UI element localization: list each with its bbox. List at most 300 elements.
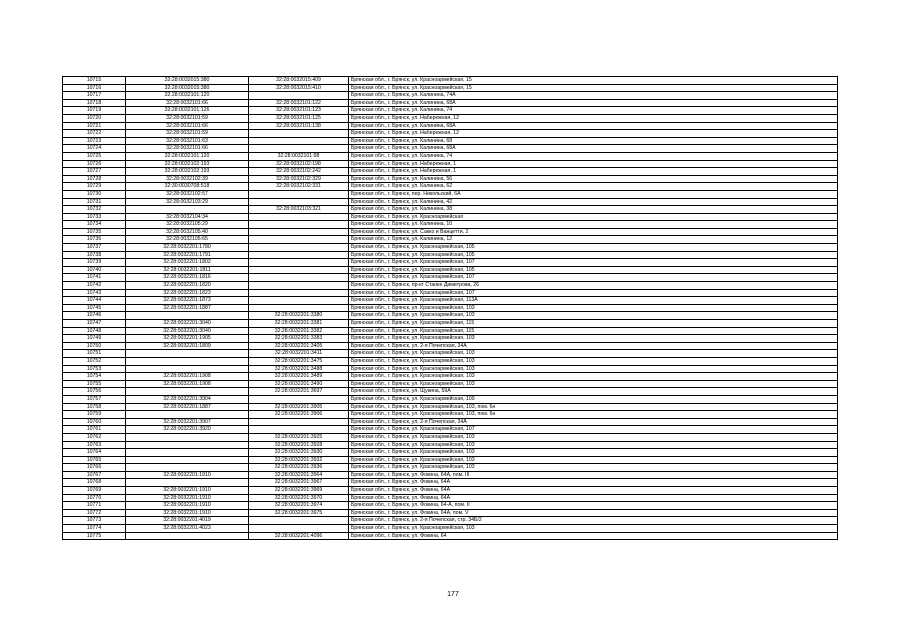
table-row [63, 426, 838, 434]
building-number-cell: 32:28:0032201:3928 [249, 441, 349, 449]
row-number-cell: 10723 [63, 137, 126, 145]
address-cell: Брянская обл., г. Брянск, ул. Красноармейская, 103 [349, 350, 838, 358]
building-number-cell: 32:28:0032201:3383 [249, 335, 349, 343]
address-cell: Брянская обл., г. Брянск, ул. Красноармейская, 103, пом. 6н [349, 411, 838, 419]
table-row [63, 373, 838, 381]
building-number-cell: 32:28:0032201:3906 [249, 411, 349, 419]
building-number-cell [249, 145, 349, 153]
building-number-cell: 32:28:0032201:3381 [249, 320, 349, 328]
building-number-cell: 32:28:0032201:3697 [249, 388, 349, 396]
address-cell: Брянская обл., г. Брянск, ул. Красноармейская, 109 [349, 395, 838, 403]
building-number-cell [249, 92, 349, 100]
address-cell: Брянская обл., г. Брянск, ул. 2-я Почепская, 34А [349, 418, 838, 426]
table-row [63, 509, 838, 517]
building-number-cell: 32:28:0032201:3905 [249, 403, 349, 411]
address-cell: Брянская обл., г. Брянск, ул. Фокина, 64А, пом. V [349, 509, 838, 517]
address-cell: Брянская обл., г. Брянск, ул. Калинина, 68А [349, 145, 838, 153]
land-parcel-number-cell [126, 479, 249, 487]
building-number-cell: 32:28:0032201:3488 [249, 365, 349, 373]
land-parcel-number-cell: 32:28:0032104:34 [126, 213, 249, 221]
building-number-cell: 32:28:0032101:123 [249, 107, 349, 115]
table-row [63, 433, 838, 441]
land-parcel-number-cell [126, 312, 249, 320]
table-row [63, 183, 838, 191]
table-row [63, 198, 838, 206]
land-parcel-number-cell: 32:28:0032201:1816 [126, 274, 249, 282]
row-number-cell: 10770 [63, 494, 126, 502]
address-cell: Брянская обл., г. Брянск, ул. Калинина, 62 [349, 183, 838, 191]
row-number-cell: 10738 [63, 251, 126, 259]
land-parcel-number-cell: 32:28:0032201:1820 [126, 282, 249, 290]
table-row [63, 160, 838, 168]
land-parcel-number-cell: 32:28:0032201:3040 [126, 327, 249, 335]
table-row [63, 357, 838, 365]
register-table-body [63, 77, 838, 540]
land-parcel-number-cell: 32:28:0032101:120 [126, 152, 249, 160]
land-parcel-number-cell: 32:28:0032102:57 [126, 190, 249, 198]
building-number-cell: 32:28:0032201:3380 [249, 312, 349, 320]
row-number-cell: 10721 [63, 122, 126, 130]
address-cell: Брянская обл., г. Брянск, ул. Красноармейская, 103 [349, 525, 838, 533]
table-row [63, 449, 838, 457]
address-cell: Брянская обл., г. Брянск, ул. Набережная, 12 [349, 114, 838, 122]
building-number-cell [249, 130, 349, 138]
table-row [63, 342, 838, 350]
address-cell: Брянская обл., г. Брянск, ул. Красноармейская, 103, пом. 6н [349, 403, 838, 411]
row-number-cell: 10771 [63, 502, 126, 510]
address-cell: Брянская обл., г. Брянск, ул. Красноармейская, 103 [349, 373, 838, 381]
building-number-cell: 32:28:0032103:321 [249, 206, 349, 214]
address-cell: Брянская обл., г. Брянск, ул. Красноармейская, 15 [349, 77, 838, 85]
land-parcel-number-cell: 32:28:0032201:4023 [126, 525, 249, 533]
building-number-cell [249, 221, 349, 229]
land-parcel-number-cell: 32:28:0032105:40 [126, 228, 249, 236]
row-number-cell: 10758 [63, 403, 126, 411]
building-number-cell: 32:28:0032201:3930 [249, 449, 349, 457]
building-number-cell [249, 426, 349, 434]
building-number-cell [249, 137, 349, 145]
land-parcel-number-cell [126, 532, 249, 540]
row-number-cell: 10752 [63, 357, 126, 365]
building-number-cell: 32:28:0032015:410 [249, 84, 349, 92]
row-number-cell: 10728 [63, 175, 126, 183]
address-cell: Брянская обл., г. Брянск, ул. Фокина, 64А [349, 479, 838, 487]
register-table [62, 76, 838, 540]
building-number-cell: 32:28:0032201:3475 [249, 357, 349, 365]
table-row [63, 251, 838, 259]
row-number-cell: 10774 [63, 525, 126, 533]
row-number-cell: 10766 [63, 464, 126, 472]
table-row [63, 92, 838, 100]
land-parcel-number-cell: 32:28:0032102:193 [126, 160, 249, 168]
land-parcel-number-cell: 32:28:0032201:3920 [126, 426, 249, 434]
table-row [63, 130, 838, 138]
table-row [63, 84, 838, 92]
land-parcel-number-cell: 32:28:0032101:59 [126, 114, 249, 122]
row-number-cell: 10725 [63, 152, 126, 160]
row-number-cell: 10724 [63, 145, 126, 153]
table-row [63, 228, 838, 236]
address-cell: Брянская обл., г. Брянск, ул. Красноармейская [349, 213, 838, 221]
page-number: 177 [447, 591, 459, 598]
land-parcel-number-cell [126, 206, 249, 214]
address-cell: Брянская обл., г. Брянск, ул. Красноармейская, 15 [349, 84, 838, 92]
table-row [63, 266, 838, 274]
address-cell: Брянская обл., г. Брянск, ул. Красноармейская, 115 [349, 320, 838, 328]
building-number-cell: 32:28:0032102:331 [249, 183, 349, 191]
address-cell: Брянская обл., г. Брянск, ул. Красноармейская, 113А [349, 297, 838, 305]
building-number-cell: 32:28:0032101:138 [249, 122, 349, 130]
land-parcel-number-cell: 32:28:0032101:63 [126, 137, 249, 145]
address-cell: Брянская обл., г. Брянск, ул. Красноармейская, 105 [349, 266, 838, 274]
address-cell: Брянская обл., г. Брянск, ул. Набережная, 1 [349, 168, 838, 176]
table-row [63, 304, 838, 312]
building-number-cell: 32:28:0032201:3490 [249, 380, 349, 388]
address-cell: Брянская обл., г. Брянск, ул. Калинина, 74 [349, 152, 838, 160]
address-cell: Брянская обл., г. Брянск, ул. Красноармейская, 103 [349, 433, 838, 441]
land-parcel-number-cell: 32:28:0032201:1791 [126, 251, 249, 259]
address-cell: Брянская обл., г. Брянск, ул. Фокина, 64А, пом. III [349, 471, 838, 479]
building-number-cell [249, 289, 349, 297]
land-parcel-number-cell [126, 388, 249, 396]
row-number-cell: 10775 [63, 532, 126, 540]
table-row [63, 403, 838, 411]
address-cell: Брянская обл., г. Брянск, пр-кт Станке Димитрова, 26 [349, 282, 838, 290]
row-number-cell: 10744 [63, 297, 126, 305]
table-row [63, 236, 838, 244]
land-parcel-number-cell: 32:28:0032201:4019 [126, 517, 249, 525]
address-cell: Брянская обл., г. Брянск, ул. Красноармейская, 115 [349, 327, 838, 335]
table-row [63, 259, 838, 267]
row-number-cell: 10767 [63, 471, 126, 479]
row-number-cell: 10747 [63, 320, 126, 328]
address-cell: Брянская обл., г. Брянск, ул. Красноармейская, 103 [349, 441, 838, 449]
building-number-cell: 32:28:0032102:329 [249, 175, 349, 183]
table-row [63, 380, 838, 388]
row-number-cell: 10772 [63, 509, 126, 517]
building-number-cell: 32:28:0032201:3969 [249, 487, 349, 495]
land-parcel-number-cell: 32:28:0032201:1809 [126, 342, 249, 350]
row-number-cell: 10762 [63, 433, 126, 441]
row-number-cell: 10764 [63, 449, 126, 457]
address-cell: Брянская обл., г. Брянск, ул. Щукина, 59А [349, 388, 838, 396]
building-number-cell [249, 244, 349, 252]
address-cell: Брянская обл., г. Брянск, ул. Красноармейская, 103 [349, 449, 838, 457]
row-number-cell: 10727 [63, 168, 126, 176]
address-cell: Брянская обл., г. Брянск, ул. Красноармейская, 103 [349, 380, 838, 388]
address-cell: Брянская обл., г. Брянск, ул. Калинина, 68 [349, 137, 838, 145]
table-row [63, 312, 838, 320]
land-parcel-number-cell: 32:28:0032201:1811 [126, 266, 249, 274]
address-cell: Брянская обл., г. Брянск, ул. Фокина, 64А [349, 494, 838, 502]
address-cell: Брянская обл., г. Брянск, ул. Красноармейская, 103 [349, 464, 838, 472]
address-cell: Брянская обл., г. Брянск, ул. Набережная, 1 [349, 160, 838, 168]
land-parcel-number-cell: 32:28:0032101:66 [126, 145, 249, 153]
building-number-cell: 32:28:0032101:98 [249, 152, 349, 160]
table-row [63, 99, 838, 107]
table-row [63, 335, 838, 343]
address-cell: Брянская обл., г. Брянск, ул. Сакко и Ванцетти, 2 [349, 228, 838, 236]
table-row [63, 244, 838, 252]
table-row [63, 137, 838, 145]
address-cell: Брянская обл., г. Брянск, ул. Красноармейская, 105 [349, 244, 838, 252]
table-row [63, 114, 838, 122]
address-cell: Брянская обл., г. Брянск, ул. Калинина, 74А [349, 92, 838, 100]
land-parcel-number-cell: 32:28:0032102:193 [126, 168, 249, 176]
row-number-cell: 10754 [63, 373, 126, 381]
table-row [63, 487, 838, 495]
address-cell: Брянская обл., г. Брянск, ул. Калинина, 42 [349, 198, 838, 206]
row-number-cell: 10753 [63, 365, 126, 373]
table-row [63, 297, 838, 305]
building-number-cell [249, 418, 349, 426]
table-row [63, 502, 838, 510]
building-number-cell: 32:28:0032015:409 [249, 77, 349, 85]
row-number-cell: 10730 [63, 190, 126, 198]
address-cell: Брянская обл., г. Брянск, ул. Красноармейская, 103 [349, 365, 838, 373]
building-number-cell: 32:28:0032201:3936 [249, 464, 349, 472]
row-number-cell: 10760 [63, 418, 126, 426]
row-number-cell: 10743 [63, 289, 126, 297]
building-number-cell: 32:28:0032201:3974 [249, 502, 349, 510]
address-cell: Брянская обл., г. Брянск, ул. Фокина, 64-А, пом. II [349, 502, 838, 510]
row-number-cell: 10769 [63, 487, 126, 495]
table-row [63, 168, 838, 176]
land-parcel-number-cell: 32:28:0032101:66 [126, 99, 249, 107]
land-parcel-number-cell [126, 441, 249, 449]
row-number-cell: 10736 [63, 236, 126, 244]
table-row [63, 494, 838, 502]
row-number-cell: 10732 [63, 206, 126, 214]
land-parcel-number-cell [126, 433, 249, 441]
row-number-cell: 10756 [63, 388, 126, 396]
building-number-cell [249, 228, 349, 236]
building-number-cell [249, 274, 349, 282]
row-number-cell: 10768 [63, 479, 126, 487]
row-number-cell: 10755 [63, 380, 126, 388]
land-parcel-number-cell: 32:30:0030708:518 [126, 183, 249, 191]
building-number-cell [249, 282, 349, 290]
building-number-cell [249, 297, 349, 305]
table-row [63, 525, 838, 533]
address-cell: Брянская обл., г. Брянск, ул. Фокина, 64 [349, 532, 838, 540]
land-parcel-number-cell: 32:28:0032103:29 [126, 198, 249, 206]
row-number-cell: 10737 [63, 244, 126, 252]
building-number-cell: 32:28:0032201:3975 [249, 509, 349, 517]
building-number-cell [249, 259, 349, 267]
building-number-cell [249, 266, 349, 274]
address-cell: Брянская обл., г. Брянск, ул. Красноармейская, 107 [349, 289, 838, 297]
building-number-cell [249, 198, 349, 206]
table-row [63, 289, 838, 297]
land-parcel-number-cell [126, 365, 249, 373]
land-parcel-number-cell: 32:28:0032101:126 [126, 107, 249, 115]
land-parcel-number-cell [126, 464, 249, 472]
land-parcel-number-cell: 32:28:0032201:1910 [126, 471, 249, 479]
row-number-cell: 10715 [63, 77, 126, 85]
land-parcel-number-cell [126, 456, 249, 464]
row-number-cell: 10750 [63, 342, 126, 350]
building-number-cell [249, 236, 349, 244]
table-row [63, 456, 838, 464]
building-number-cell [249, 525, 349, 533]
land-parcel-number-cell: 32:28:0032101:120 [126, 92, 249, 100]
table-row [63, 221, 838, 229]
row-number-cell: 10717 [63, 92, 126, 100]
table-row [63, 152, 838, 160]
row-number-cell: 10731 [63, 198, 126, 206]
table-row [63, 411, 838, 419]
land-parcel-number-cell: 32:28:0032101:59 [126, 130, 249, 138]
land-parcel-number-cell: 32:28:0032201:3904 [126, 395, 249, 403]
building-number-cell: 32:28:0032101:125 [249, 114, 349, 122]
table-row [63, 213, 838, 221]
land-parcel-number-cell [126, 350, 249, 358]
land-parcel-number-cell: 32:28:0032201:1910 [126, 509, 249, 517]
building-number-cell: 32:28:0032201:3967 [249, 479, 349, 487]
table-row [63, 395, 838, 403]
table-row [63, 471, 838, 479]
row-number-cell: 10734 [63, 221, 126, 229]
address-cell: Брянская обл., г. Брянск, ул. Красноармейская, 103 [349, 312, 838, 320]
address-cell: Брянская обл., г. Брянск, пер. Никольский, 6А [349, 190, 838, 198]
building-number-cell [249, 395, 349, 403]
address-cell: Брянская обл., г. Брянск, ул. Красноармейская, 107 [349, 274, 838, 282]
building-number-cell [249, 517, 349, 525]
building-number-cell: 32:28:0032201:3925 [249, 433, 349, 441]
building-number-cell [249, 251, 349, 259]
address-cell: Брянская обл., г. Брянск, ул. Красноармейская, 107 [349, 259, 838, 267]
table-row [63, 175, 838, 183]
table-row [63, 190, 838, 198]
table-row [63, 320, 838, 328]
row-number-cell: 10719 [63, 107, 126, 115]
building-number-cell [249, 213, 349, 221]
table-row [63, 274, 838, 282]
table-row [63, 327, 838, 335]
land-parcel-number-cell: 32:28:0032105:65 [126, 236, 249, 244]
table-row [63, 282, 838, 290]
row-number-cell: 10759 [63, 411, 126, 419]
address-cell: Брянская обл., г. Брянск, ул. Калинина, 12 [349, 236, 838, 244]
row-number-cell: 10751 [63, 350, 126, 358]
row-number-cell: 10761 [63, 426, 126, 434]
row-number-cell: 10746 [63, 312, 126, 320]
land-parcel-number-cell: 32:28:0032201:3040 [126, 320, 249, 328]
address-cell: Брянская обл., г. Брянск, ул. Калинина, 74 [349, 107, 838, 115]
row-number-cell: 10733 [63, 213, 126, 221]
row-number-cell: 10726 [63, 160, 126, 168]
land-parcel-number-cell: 32:28:0032201:1887 [126, 403, 249, 411]
land-parcel-number-cell: 32:28:0032201:1910 [126, 487, 249, 495]
row-number-cell: 10757 [63, 395, 126, 403]
address-cell: Брянская обл., г. Брянск, ул. Красноармейская, 105 [349, 251, 838, 259]
table-row [63, 388, 838, 396]
table-row [63, 122, 838, 130]
row-number-cell: 10773 [63, 517, 126, 525]
address-cell: Брянская обл., г. Брянск, ул. Фокина, 64А [349, 487, 838, 495]
table-row [63, 418, 838, 426]
address-cell: Брянская обл., г. Брянск, ул. Калинина, 68А [349, 122, 838, 130]
table-row [63, 350, 838, 358]
building-number-cell: 32:28:0032102:198 [249, 160, 349, 168]
table-row [63, 107, 838, 115]
row-number-cell: 10748 [63, 327, 126, 335]
table-row [63, 77, 838, 85]
row-number-cell: 10739 [63, 259, 126, 267]
building-number-cell [249, 190, 349, 198]
row-number-cell: 10742 [63, 282, 126, 290]
building-number-cell: 32:28:0032201:3970 [249, 494, 349, 502]
land-parcel-number-cell: 32:28:0032201:1905 [126, 335, 249, 343]
building-number-cell: 32:28:0032201:3932 [249, 456, 349, 464]
row-number-cell: 10720 [63, 114, 126, 122]
building-number-cell: 32:28:0032201:3405 [249, 342, 349, 350]
land-parcel-number-cell: 32:28:0032201:1780 [126, 244, 249, 252]
building-number-cell: 32:28:0032102:242 [249, 168, 349, 176]
land-parcel-number-cell: 32:28:0032201:1823 [126, 289, 249, 297]
building-number-cell [249, 304, 349, 312]
address-cell: Брянская обл., г. Брянск, ул. 2-я Почепская, 34А [349, 342, 838, 350]
row-number-cell: 10749 [63, 335, 126, 343]
table-row [63, 441, 838, 449]
row-number-cell: 10765 [63, 456, 126, 464]
address-cell: Брянская обл., г. Брянск, ул. Калинина, 10 [349, 221, 838, 229]
land-parcel-number-cell [126, 357, 249, 365]
address-cell: Брянская обл., г. Брянск, ул. Набережная, 12 [349, 130, 838, 138]
row-number-cell: 10716 [63, 84, 126, 92]
land-parcel-number-cell: 32:28:0032201:1910 [126, 502, 249, 510]
building-number-cell: 32:28:0032201:3964 [249, 471, 349, 479]
row-number-cell: 10718 [63, 99, 126, 107]
land-parcel-number-cell: 32:28:0032201:1873 [126, 297, 249, 305]
row-number-cell: 10763 [63, 441, 126, 449]
address-cell: Брянская обл., г. Брянск, ул. Красноармейская, 103 [349, 335, 838, 343]
land-parcel-number-cell: 32:28:0032201:3907 [126, 418, 249, 426]
row-number-cell: 10740 [63, 266, 126, 274]
land-parcel-number-cell: 32:28:0032201:1908 [126, 380, 249, 388]
building-number-cell: 32:28:0032201:3489 [249, 373, 349, 381]
land-parcel-number-cell: 32:28:0032201:1910 [126, 494, 249, 502]
row-number-cell: 10745 [63, 304, 126, 312]
land-parcel-number-cell: 32:28:0032201:1908 [126, 373, 249, 381]
table-row [63, 464, 838, 472]
building-number-cell: 32:28:0032201:3382 [249, 327, 349, 335]
building-number-cell: 32:28:0032201:3411 [249, 350, 349, 358]
land-parcel-number-cell: 32:28:0032102:39 [126, 175, 249, 183]
address-cell: Брянская обл., г. Брянск, ул. Калинина, 38 [349, 206, 838, 214]
table-row [63, 517, 838, 525]
row-number-cell: 10722 [63, 130, 126, 138]
land-parcel-number-cell: 32:28:0032015:380 [126, 84, 249, 92]
table-row [63, 206, 838, 214]
land-parcel-number-cell: 32:28:0032015:380 [126, 77, 249, 85]
address-cell: Брянская обл., г. Брянск, ул. Красноармейская, 107 [349, 426, 838, 434]
address-cell: Брянская обл., г. Брянск, ул. 2-я Почепская, стр. 34Б/2 [349, 517, 838, 525]
land-parcel-number-cell: 32:28:0032101:66 [126, 122, 249, 130]
table-row [63, 365, 838, 373]
land-parcel-number-cell [126, 411, 249, 419]
land-parcel-number-cell: 32:28:0032201:1887 [126, 304, 249, 312]
building-number-cell: 32:28:0032101:122 [249, 99, 349, 107]
building-number-cell: 32:28:0032201:4096 [249, 532, 349, 540]
row-number-cell: 10729 [63, 183, 126, 191]
land-parcel-number-cell [126, 449, 249, 457]
address-cell: Брянская обл., г. Брянск, ул. Красноармейская, 103 [349, 456, 838, 464]
address-cell: Брянская обл., г. Брянск, ул. Калинина, 56 [349, 175, 838, 183]
land-parcel-number-cell: 32:28:0032105:29 [126, 221, 249, 229]
row-number-cell: 10735 [63, 228, 126, 236]
